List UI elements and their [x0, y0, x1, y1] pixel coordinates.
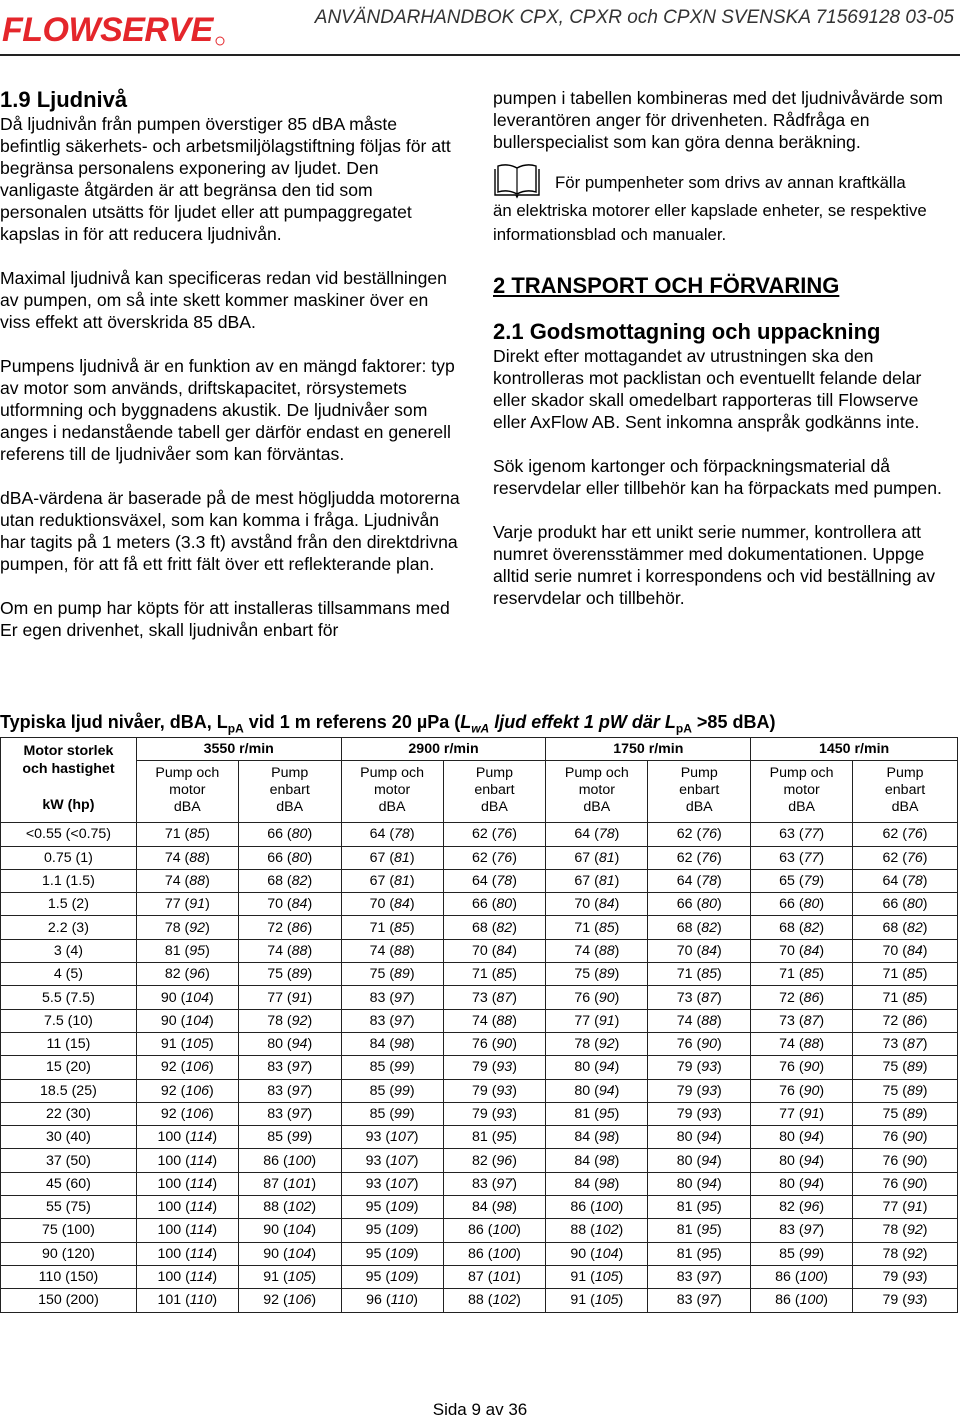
- noise-value-cell: 80 (94): [751, 1126, 853, 1149]
- noise-value-cell: 76 (90): [853, 1126, 958, 1149]
- pump-only-header: Pump enbart dBA: [238, 761, 341, 823]
- noise-value-cell: 101 (110): [136, 1289, 238, 1312]
- noise-value-cell: 68 (82): [751, 916, 853, 939]
- noise-value-cell: 70 (84): [546, 893, 648, 916]
- table-row: [1, 916, 958, 939]
- motor-size-cell: 15 (20): [1, 1056, 137, 1079]
- noise-value-cell: 67 (81): [546, 846, 648, 869]
- motor-size-cell: 1.1 (1.5): [1, 869, 137, 892]
- noise-value-cell: 81 (95): [648, 1242, 751, 1265]
- noise-value-cell: 77 (91): [853, 1196, 958, 1219]
- noise-value-cell: 75 (89): [853, 1102, 958, 1125]
- left-column: [0, 87, 462, 641]
- table-row: [1, 823, 958, 846]
- pump-and-motor-header: Pump och motor dBA: [546, 761, 648, 823]
- table-row: [1, 1032, 958, 1055]
- noise-value-cell: 66 (80): [751, 893, 853, 916]
- motor-size-cell: 37 (50): [1, 1149, 137, 1172]
- noise-value-cell: 90 (104): [238, 1242, 341, 1265]
- motor-size-cell: <0.55 (<0.75): [1, 823, 137, 846]
- noise-value-cell: 76 (90): [546, 986, 648, 1009]
- noise-value-cell: 74 (88): [751, 1032, 853, 1055]
- motor-size-cell: 5.5 (7.5): [1, 986, 137, 1009]
- table-row: [1, 1289, 958, 1312]
- noise-value-cell: 84 (98): [546, 1149, 648, 1172]
- table-caption: Typiska ljud nivåer, dBA, $L_{pA}$ vid 1 m referens 20 µPa ($L_{wA}$ ljud effekt 1 pW där $L_{pA} >85$ dBA): [0, 712, 776, 736]
- noise-value-cell: 95 (109): [341, 1242, 443, 1265]
- noise-value-cell: 64 (78): [341, 823, 443, 846]
- noise-value-cell: 67 (81): [546, 869, 648, 892]
- noise-level-table: [0, 737, 958, 1313]
- noise-value-cell: 75 (89): [853, 1056, 958, 1079]
- motor-size-cell: 11 (15): [1, 1032, 137, 1055]
- noise-value-cell: 86 (100): [238, 1149, 341, 1172]
- noise-value-cell: 80 (94): [648, 1126, 751, 1149]
- noise-value-cell: 88 (102): [238, 1196, 341, 1219]
- noise-value-cell: 71 (85): [341, 916, 443, 939]
- noise-value-cell: 62 (76): [853, 823, 958, 846]
- pump-and-motor-header: Pump och motor dBA: [751, 761, 853, 823]
- noise-value-cell: 75 (89): [546, 963, 648, 986]
- noise-value-cell: 63 (77): [751, 823, 853, 846]
- table-row: [1, 869, 958, 892]
- noise-value-cell: 100 (114): [136, 1172, 238, 1195]
- noise-value-cell: 81 (95): [443, 1126, 546, 1149]
- flowserve-logo: [2, 10, 225, 50]
- noise-value-cell: 81 (95): [648, 1196, 751, 1219]
- header-rule: [0, 54, 960, 56]
- noise-value-cell: 93 (107): [341, 1149, 443, 1172]
- noise-value-cell: 77 (91): [136, 893, 238, 916]
- table-row: [1, 1079, 958, 1102]
- noise-value-cell: 74 (88): [136, 869, 238, 892]
- noise-value-cell: 83 (97): [238, 1079, 341, 1102]
- note: [493, 171, 955, 199]
- noise-value-cell: 95 (109): [341, 1219, 443, 1242]
- noise-value-cell: 72 (86): [853, 1009, 958, 1032]
- noise-value-cell: 74 (88): [546, 939, 648, 962]
- pump-only-header: Pump enbart dBA: [648, 761, 751, 823]
- noise-value-cell: 72 (86): [751, 986, 853, 1009]
- noise-value-cell: 64 (78): [648, 869, 751, 892]
- noise-value-cell: 73 (87): [751, 1009, 853, 1032]
- noise-value-cell: 77 (91): [546, 1009, 648, 1032]
- noise-value-cell: 73 (87): [648, 986, 751, 1009]
- noise-value-cell: 83 (97): [443, 1172, 546, 1195]
- registered-mark-icon: [215, 36, 225, 46]
- noise-value-cell: 86 (100): [751, 1265, 853, 1288]
- noise-value-cell: 76 (90): [853, 1172, 958, 1195]
- speed-header: 1750 r/min: [546, 738, 751, 761]
- noise-value-cell: 92 (106): [136, 1079, 238, 1102]
- paragraph: pumpen i tabellen kombineras med det ljudnivåvärde som leverantören anger för drivenheten. Rådfråga en bullerspecialist som kan göra denna beräkning.: [493, 88, 943, 152]
- noise-value-cell: 83 (97): [238, 1056, 341, 1079]
- note-text: än elektriska motorer eller kapslade enheter, se respektive informationsblad och manualer.: [493, 201, 927, 244]
- table-row: [1, 986, 958, 1009]
- noise-value-cell: 78 (92): [136, 916, 238, 939]
- noise-value-cell: 84 (98): [443, 1196, 546, 1219]
- noise-value-cell: 92 (106): [136, 1102, 238, 1125]
- noise-value-cell: 74 (88): [136, 846, 238, 869]
- noise-value-cell: 79 (93): [648, 1056, 751, 1079]
- table-row: [1, 963, 958, 986]
- motor-size-cell: 3 (4): [1, 939, 137, 962]
- table-row: [1, 846, 958, 869]
- motor-size-cell: 75 (100): [1, 1219, 137, 1242]
- noise-value-cell: 100 (114): [136, 1126, 238, 1149]
- noise-value-cell: 80 (94): [546, 1056, 648, 1079]
- noise-value-cell: 70 (84): [853, 939, 958, 962]
- noise-value-cell: 65 (79): [751, 869, 853, 892]
- noise-value-cell: 62 (76): [443, 846, 546, 869]
- noise-value-cell: 74 (88): [648, 1009, 751, 1032]
- noise-value-cell: 92 (106): [238, 1289, 341, 1312]
- motor-size-cell: 55 (75): [1, 1196, 137, 1219]
- noise-value-cell: 84 (98): [546, 1172, 648, 1195]
- noise-value-cell: 85 (99): [751, 1242, 853, 1265]
- motor-size-cell: 90 (120): [1, 1242, 137, 1265]
- noise-value-cell: 64 (78): [443, 869, 546, 892]
- noise-value-cell: 70 (84): [648, 939, 751, 962]
- table-row: [1, 1102, 958, 1125]
- noise-value-cell: 85 (99): [238, 1126, 341, 1149]
- noise-value-cell: 68 (82): [443, 916, 546, 939]
- noise-value-cell: 82 (96): [751, 1196, 853, 1219]
- noise-value-cell: 71 (85): [648, 963, 751, 986]
- noise-value-cell: 86 (100): [546, 1196, 648, 1219]
- noise-value-cell: 88 (102): [546, 1219, 648, 1242]
- noise-value-cell: 93 (107): [341, 1172, 443, 1195]
- noise-value-cell: 80 (94): [648, 1172, 751, 1195]
- noise-value-cell: 86 (100): [443, 1219, 546, 1242]
- noise-value-cell: 78 (92): [853, 1242, 958, 1265]
- table-row: [1, 939, 958, 962]
- speed-header: 1450 r/min: [751, 738, 958, 761]
- noise-value-cell: 70 (84): [751, 939, 853, 962]
- noise-value-cell: 80 (94): [648, 1149, 751, 1172]
- noise-value-cell: 66 (80): [648, 893, 751, 916]
- pump-only-header: Pump enbart dBA: [443, 761, 546, 823]
- table-row: [1, 1056, 958, 1079]
- noise-value-cell: 90 (104): [238, 1219, 341, 1242]
- noise-value-cell: 91 (105): [136, 1032, 238, 1055]
- table-row: [1, 1242, 958, 1265]
- noise-value-cell: 79 (93): [443, 1079, 546, 1102]
- noise-value-cell: 83 (97): [238, 1102, 341, 1125]
- speed-header: 3550 r/min: [136, 738, 341, 761]
- table-row: [1, 1126, 958, 1149]
- motor-size-cell: 2.2 (3): [1, 916, 137, 939]
- page-number: Sida 9 av 36: [432, 1400, 528, 1419]
- paragraph: Sök igenom kartonger och förpackningsmaterial då reservdelar eller tillbehör kan ha förpackats med pumpen.: [493, 456, 942, 498]
- motor-size-cell: 110 (150): [1, 1265, 137, 1288]
- noise-value-cell: 91 (105): [546, 1289, 648, 1312]
- noise-value-cell: 76 (90): [648, 1032, 751, 1055]
- noise-value-cell: 95 (109): [341, 1196, 443, 1219]
- noise-value-cell: 83 (97): [648, 1265, 751, 1288]
- noise-value-cell: 84 (98): [546, 1126, 648, 1149]
- book-icon: [493, 163, 541, 199]
- motor-size-cell: 150 (200): [1, 1289, 137, 1312]
- logo-text: FLOWSERVE: [2, 11, 213, 49]
- noise-value-cell: 70 (84): [238, 893, 341, 916]
- motor-size-header: Motor storlek och hastighet kW (hp): [1, 738, 137, 823]
- noise-value-cell: 79 (93): [443, 1056, 546, 1079]
- noise-value-cell: 83 (97): [648, 1289, 751, 1312]
- noise-value-cell: 83 (97): [341, 986, 443, 1009]
- noise-value-cell: 86 (100): [443, 1242, 546, 1265]
- noise-value-cell: 62 (76): [443, 823, 546, 846]
- noise-value-cell: 87 (101): [238, 1172, 341, 1195]
- section-heading-2-1: 2.1 Godsmottagning och uppackning: [493, 319, 881, 344]
- noise-value-cell: 71 (85): [751, 963, 853, 986]
- noise-value-cell: 73 (87): [443, 986, 546, 1009]
- noise-value-cell: 67 (81): [341, 869, 443, 892]
- noise-value-cell: 76 (90): [751, 1079, 853, 1102]
- table-row: [1, 1219, 958, 1242]
- noise-value-cell: 79 (93): [853, 1265, 958, 1288]
- noise-value-cell: 74 (88): [443, 1009, 546, 1032]
- section-heading-1-9: 1.9 Ljudnivå: [0, 87, 128, 112]
- table-row: [1, 1172, 958, 1195]
- paragraph: Om en pump har köpts för att installeras tillsammans med Er egen drivenhet, skall ljudnivån enbart för: [0, 598, 450, 640]
- noise-value-cell: 87 (101): [443, 1265, 546, 1288]
- motor-size-cell: 7.5 (10): [1, 1009, 137, 1032]
- noise-value-cell: 90 (104): [136, 1009, 238, 1032]
- noise-value-cell: 100 (114): [136, 1219, 238, 1242]
- noise-value-cell: 79 (93): [648, 1079, 751, 1102]
- noise-value-cell: 80 (94): [751, 1149, 853, 1172]
- noise-value-cell: 91 (105): [238, 1265, 341, 1288]
- noise-value-cell: 63 (77): [751, 846, 853, 869]
- noise-value-cell: 80 (94): [751, 1172, 853, 1195]
- noise-value-cell: 85 (99): [341, 1102, 443, 1125]
- motor-size-cell: 45 (60): [1, 1172, 137, 1195]
- noise-value-cell: 92 (106): [136, 1056, 238, 1079]
- noise-value-cell: 74 (88): [341, 939, 443, 962]
- pump-and-motor-header: Pump och motor dBA: [341, 761, 443, 823]
- noise-value-cell: 100 (114): [136, 1149, 238, 1172]
- motor-size-cell: 30 (40): [1, 1126, 137, 1149]
- noise-value-cell: 79 (93): [443, 1102, 546, 1125]
- noise-value-cell: 80 (94): [238, 1032, 341, 1055]
- noise-value-cell: 96 (110): [341, 1289, 443, 1312]
- noise-value-cell: 66 (80): [443, 893, 546, 916]
- paragraph: Maximal ljudnivå kan specificeras redan vid beställningen av pumpen, om så inte skett kommer maskiner över en viss effekt att överskrida 85 dBA.: [0, 268, 447, 332]
- section-heading-2: 2 TRANSPORT OCH FÖRVARING: [493, 273, 840, 298]
- noise-value-cell: 70 (84): [341, 893, 443, 916]
- noise-value-cell: 90 (104): [546, 1242, 648, 1265]
- noise-value-cell: 100 (114): [136, 1265, 238, 1288]
- noise-value-cell: 71 (85): [546, 916, 648, 939]
- speed-header: 2900 r/min: [341, 738, 546, 761]
- noise-value-cell: 68 (82): [648, 916, 751, 939]
- noise-value-cell: 62 (76): [648, 823, 751, 846]
- noise-value-cell: 75 (89): [853, 1079, 958, 1102]
- pump-only-header: Pump enbart dBA: [853, 761, 958, 823]
- noise-value-cell: 100 (114): [136, 1242, 238, 1265]
- paragraph: dBA-värdena är baserade på de mest högljudda motorerna utan reduktionsväxel, som kan komma i fråga. Ljudnivån har tagits på 1 meters (3.3 ft) avstånd från den direktdrivna pumpen, för att få ett fritt fält över ett reflekterande plan.: [0, 488, 460, 574]
- noise-value-cell: 72 (86): [238, 916, 341, 939]
- noise-value-cell: 93 (107): [341, 1126, 443, 1149]
- table-row: [1, 1149, 958, 1172]
- noise-value-cell: 80 (94): [546, 1079, 648, 1102]
- table-row: [1, 1009, 958, 1032]
- note-first-line: För pumpenheter som drivs av annan kraftkälla: [555, 173, 906, 192]
- motor-size-cell: 4 (5): [1, 963, 137, 986]
- noise-value-cell: 83 (97): [341, 1009, 443, 1032]
- noise-value-cell: 90 (104): [136, 986, 238, 1009]
- paragraph: Direkt efter mottagandet av utrustningen ska den kontrolleras mot packlistan och eventuellt felande delar eller skador skall omedelbart rapporteras till Flowserve eller AxFlow AB. Sent inkomna anspråk godkänns inte.: [493, 346, 922, 432]
- noise-value-cell: 100 (114): [136, 1196, 238, 1219]
- noise-value-cell: 83 (97): [751, 1219, 853, 1242]
- noise-value-cell: 85 (99): [341, 1056, 443, 1079]
- noise-value-cell: 86 (100): [751, 1289, 853, 1312]
- noise-value-cell: 81 (95): [136, 939, 238, 962]
- noise-value-cell: 68 (82): [238, 869, 341, 892]
- noise-value-cell: 81 (95): [546, 1102, 648, 1125]
- noise-value-cell: 77 (91): [751, 1102, 853, 1125]
- noise-value-cell: 78 (92): [546, 1032, 648, 1055]
- noise-value-cell: 64 (78): [853, 869, 958, 892]
- paragraph: Då ljudnivån från pumpen överstiger 85 dBA måste befintlig säkerhets- och arbetsmiljölagstiftning följas för att begränsa personalens exponering av ljudet. Den vanligaste åtgärden är att begränsa den tid som personalen utsätts för ljudet eller att pumpaggregatet kapslas in för att reducera ljudnivån.: [0, 114, 451, 244]
- noise-value-cell: 75 (89): [341, 963, 443, 986]
- paragraph: Pumpens ljudnivå är en funktion av en mängd faktorer: typ av motor som används, driftskapacitet, rörsystemets utformning och byggnadens akustik. De ljudnivåer som anges i nedanstående tabell ger därför endast en generell referens till de ljudnivåer som kan förväntas.: [0, 356, 455, 464]
- motor-size-cell: 0.75 (1): [1, 846, 137, 869]
- noise-value-cell: 66 (80): [238, 846, 341, 869]
- noise-value-cell: 71 (85): [136, 823, 238, 846]
- noise-value-cell: 76 (90): [751, 1056, 853, 1079]
- noise-value-cell: 71 (85): [853, 963, 958, 986]
- noise-value-cell: 82 (96): [443, 1149, 546, 1172]
- noise-value-cell: 95 (109): [341, 1265, 443, 1288]
- noise-value-cell: 74 (88): [238, 939, 341, 962]
- noise-value-cell: 75 (89): [238, 963, 341, 986]
- noise-value-cell: 66 (80): [853, 893, 958, 916]
- noise-value-cell: 73 (87): [853, 1032, 958, 1055]
- noise-value-cell: 70 (84): [443, 939, 546, 962]
- noise-value-cell: 82 (96): [136, 963, 238, 986]
- pump-and-motor-header: Pump och motor dBA: [136, 761, 238, 823]
- noise-value-cell: 62 (76): [648, 846, 751, 869]
- motor-size-cell: 1.5 (2): [1, 893, 137, 916]
- table-row: [1, 893, 958, 916]
- noise-value-cell: 68 (82): [853, 916, 958, 939]
- motor-size-cell: 22 (30): [1, 1102, 137, 1125]
- document-title: ANVÄNDARHANDBOK CPX, CPXR och CPXN SVENSKA 71569128 03-05: [314, 7, 954, 28]
- noise-value-cell: 84 (98): [341, 1032, 443, 1055]
- noise-value-cell: 78 (92): [238, 1009, 341, 1032]
- noise-value-cell: 91 (105): [546, 1265, 648, 1288]
- noise-value-cell: 81 (95): [648, 1219, 751, 1242]
- noise-value-cell: 79 (93): [853, 1289, 958, 1312]
- noise-value-cell: 85 (99): [341, 1079, 443, 1102]
- noise-value-cell: 71 (85): [443, 963, 546, 986]
- noise-value-cell: 79 (93): [648, 1102, 751, 1125]
- noise-value-cell: 78 (92): [853, 1219, 958, 1242]
- noise-value-cell: 71 (85): [853, 986, 958, 1009]
- noise-value-cell: 67 (81): [341, 846, 443, 869]
- noise-value-cell: 62 (76): [853, 846, 958, 869]
- noise-value-cell: 77 (91): [238, 986, 341, 1009]
- noise-value-cell: 76 (90): [443, 1032, 546, 1055]
- noise-value-cell: 76 (90): [853, 1149, 958, 1172]
- noise-value-cell: 66 (80): [238, 823, 341, 846]
- table-row: [1, 1265, 958, 1288]
- paragraph: Varje produkt har ett unikt serie nummer, kontrollera att numret överensstämmer med dokumentationen. Uppge alltid serie numret i korrespondens och vid beställning av reservdelar och tillbehör.: [493, 522, 936, 608]
- table-row: [1, 1196, 958, 1219]
- noise-value-cell: 88 (102): [443, 1289, 546, 1312]
- motor-size-cell: 18.5 (25): [1, 1079, 137, 1102]
- noise-value-cell: 64 (78): [546, 823, 648, 846]
- right-column: [493, 87, 955, 609]
